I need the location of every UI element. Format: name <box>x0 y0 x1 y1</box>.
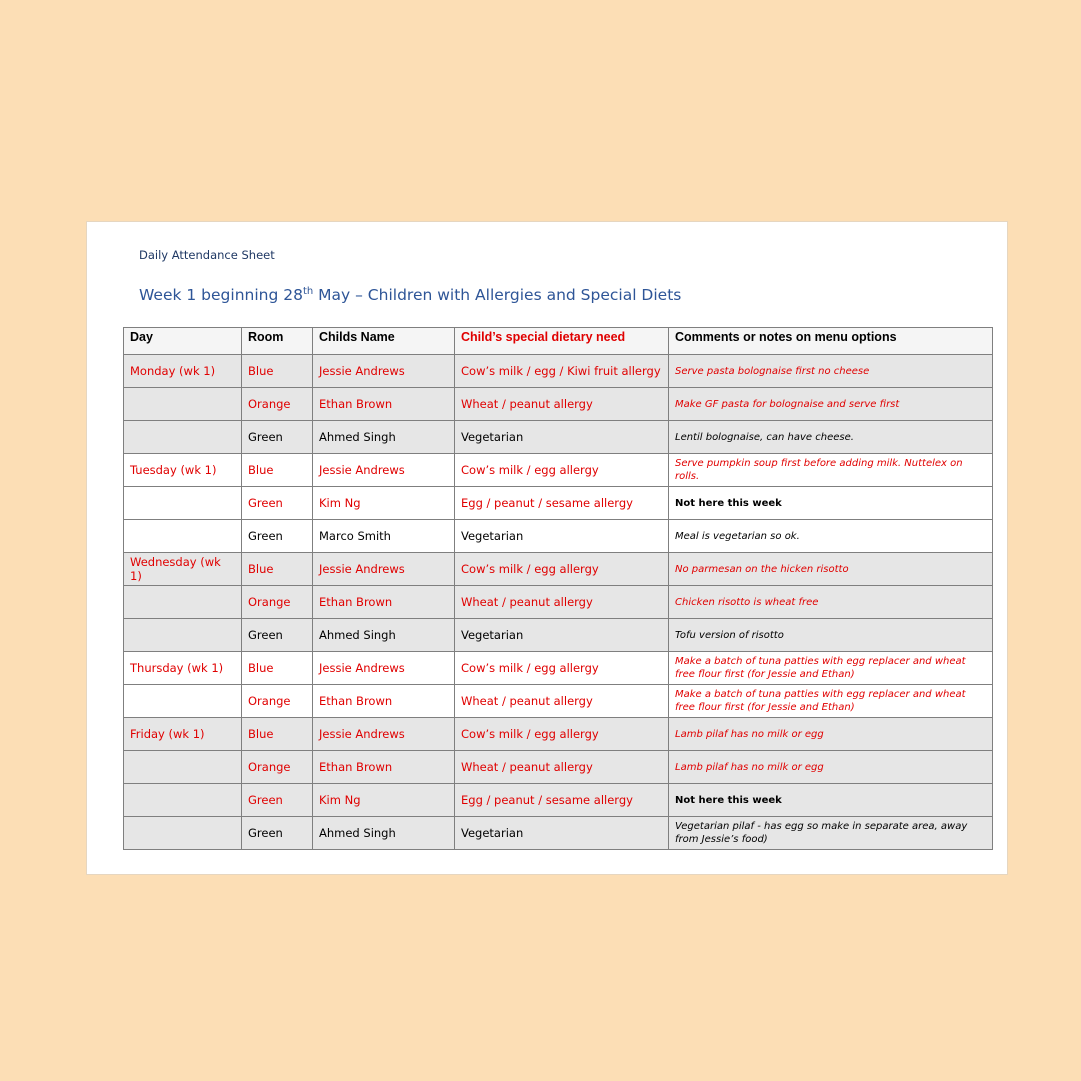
day-cell <box>124 751 242 784</box>
title-prefix: Week 1 beginning 28 <box>139 286 303 305</box>
table-row <box>124 652 993 685</box>
name-cell: Ahmed Singh <box>313 421 455 454</box>
name-cell: Kim Ng <box>313 784 455 817</box>
table-header-row <box>124 328 993 355</box>
day-cell: Friday (wk 1) <box>124 718 242 751</box>
comment-cell: No parmesan on the hicken risotto <box>669 553 993 586</box>
need-cell: Cow’s milk / egg allergy <box>455 652 669 685</box>
table-row <box>124 817 993 850</box>
header-dietary-need: Child’s special dietary need <box>455 328 669 355</box>
room-cell: Blue <box>242 652 313 685</box>
need-cell: Cow’s milk / egg allergy <box>455 454 669 487</box>
name-cell: Ahmed Singh <box>313 817 455 850</box>
table-row <box>124 685 993 718</box>
need-cell: Vegetarian <box>455 520 669 553</box>
day-cell <box>124 817 242 850</box>
need-cell: Cow’s milk / egg allergy <box>455 718 669 751</box>
day-cell: Monday (wk 1) <box>124 355 242 388</box>
day-cell: Tuesday (wk 1) <box>124 454 242 487</box>
need-cell: Vegetarian <box>455 421 669 454</box>
day-cell <box>124 421 242 454</box>
room-cell: Green <box>242 817 313 850</box>
day-cell <box>124 685 242 718</box>
day-cell <box>124 520 242 553</box>
comment-cell: Serve pasta bolognaise first no cheese <box>669 355 993 388</box>
room-cell: Blue <box>242 454 313 487</box>
table-row <box>124 454 993 487</box>
table-row <box>124 784 993 817</box>
comment-cell: Meal is vegetarian so ok. <box>669 520 993 553</box>
day-cell <box>124 619 242 652</box>
table-row <box>124 619 993 652</box>
need-cell: Cow’s milk / egg allergy <box>455 553 669 586</box>
dietary-table <box>123 327 993 850</box>
need-cell: Wheat / peanut allergy <box>455 388 669 421</box>
document-page <box>86 221 1008 875</box>
room-cell: Orange <box>242 586 313 619</box>
name-cell: Jessie Andrews <box>313 652 455 685</box>
room-cell: Green <box>242 784 313 817</box>
need-cell: Vegetarian <box>455 817 669 850</box>
title-suffix: May – Children with Allergies and Special Diets <box>313 286 682 305</box>
name-cell: Ethan Brown <box>313 751 455 784</box>
day-cell <box>124 586 242 619</box>
day-cell <box>124 784 242 817</box>
need-cell: Wheat / peanut allergy <box>455 751 669 784</box>
room-cell: Green <box>242 487 313 520</box>
table-row <box>124 751 993 784</box>
comment-cell: Not here this week <box>669 487 993 520</box>
name-cell: Ahmed Singh <box>313 619 455 652</box>
name-cell: Jessie Andrews <box>313 454 455 487</box>
name-cell: Ethan Brown <box>313 586 455 619</box>
table-row <box>124 355 993 388</box>
comment-cell: Lamb pilaf has no milk or egg <box>669 751 993 784</box>
comment-cell: Make a batch of tuna patties with egg replacer and wheat free flour first (for Jessie and Ethan) <box>669 652 993 685</box>
comment-cell: Not here this week <box>669 784 993 817</box>
room-cell: Blue <box>242 355 313 388</box>
comment-cell: Vegetarian pilaf - has egg so make in separate area, away from Jessie’s food) <box>669 817 993 850</box>
table-row <box>124 520 993 553</box>
comment-cell: Lentil bolognaise, can have cheese. <box>669 421 993 454</box>
need-cell: Vegetarian <box>455 619 669 652</box>
need-cell: Egg / peanut / sesame allergy <box>455 784 669 817</box>
need-cell: Egg / peanut / sesame allergy <box>455 487 669 520</box>
need-cell: Wheat / peanut allergy <box>455 586 669 619</box>
table-row <box>124 586 993 619</box>
name-cell: Jessie Andrews <box>313 355 455 388</box>
table-row <box>124 421 993 454</box>
day-cell <box>124 388 242 421</box>
document-header: Daily Attendance Sheet <box>139 248 275 262</box>
room-cell: Green <box>242 520 313 553</box>
header-room: Room <box>242 328 313 355</box>
room-cell: Green <box>242 421 313 454</box>
room-cell: Orange <box>242 751 313 784</box>
name-cell: Ethan Brown <box>313 388 455 421</box>
day-cell: Thursday (wk 1) <box>124 652 242 685</box>
page-title <box>139 286 681 304</box>
comment-cell: Chicken risotto is wheat free <box>669 586 993 619</box>
comment-cell: Make GF pasta for bolognaise and serve first <box>669 388 993 421</box>
room-cell: Orange <box>242 685 313 718</box>
need-cell: Wheat / peanut allergy <box>455 685 669 718</box>
day-cell <box>124 487 242 520</box>
room-cell: Green <box>242 619 313 652</box>
comment-cell: Tofu version of risotto <box>669 619 993 652</box>
table-row <box>124 487 993 520</box>
name-cell: Jessie Andrews <box>313 718 455 751</box>
header-comments: Comments or notes on menu options <box>669 328 993 355</box>
room-cell: Blue <box>242 553 313 586</box>
comment-cell: Serve pumpkin soup first before adding milk. Nuttelex on rolls. <box>669 454 993 487</box>
table-row <box>124 388 993 421</box>
title-superscript: th <box>302 286 314 297</box>
room-cell: Orange <box>242 388 313 421</box>
day-cell: Wednesday (wk 1) <box>124 553 242 586</box>
name-cell: Kim Ng <box>313 487 455 520</box>
name-cell: Marco Smith <box>313 520 455 553</box>
table-row <box>124 718 993 751</box>
room-cell: Blue <box>242 718 313 751</box>
name-cell: Jessie Andrews <box>313 553 455 586</box>
table-row <box>124 553 993 586</box>
need-cell: Cow’s milk / egg / Kiwi fruit allergy <box>455 355 669 388</box>
name-cell: Ethan Brown <box>313 685 455 718</box>
header-day: Day <box>124 328 242 355</box>
header-name: Childs Name <box>313 328 455 355</box>
comment-cell: Lamb pilaf has no milk or egg <box>669 718 993 751</box>
comment-cell: Make a batch of tuna patties with egg replacer and wheat free flour first (for Jessie and Ethan) <box>669 685 993 718</box>
